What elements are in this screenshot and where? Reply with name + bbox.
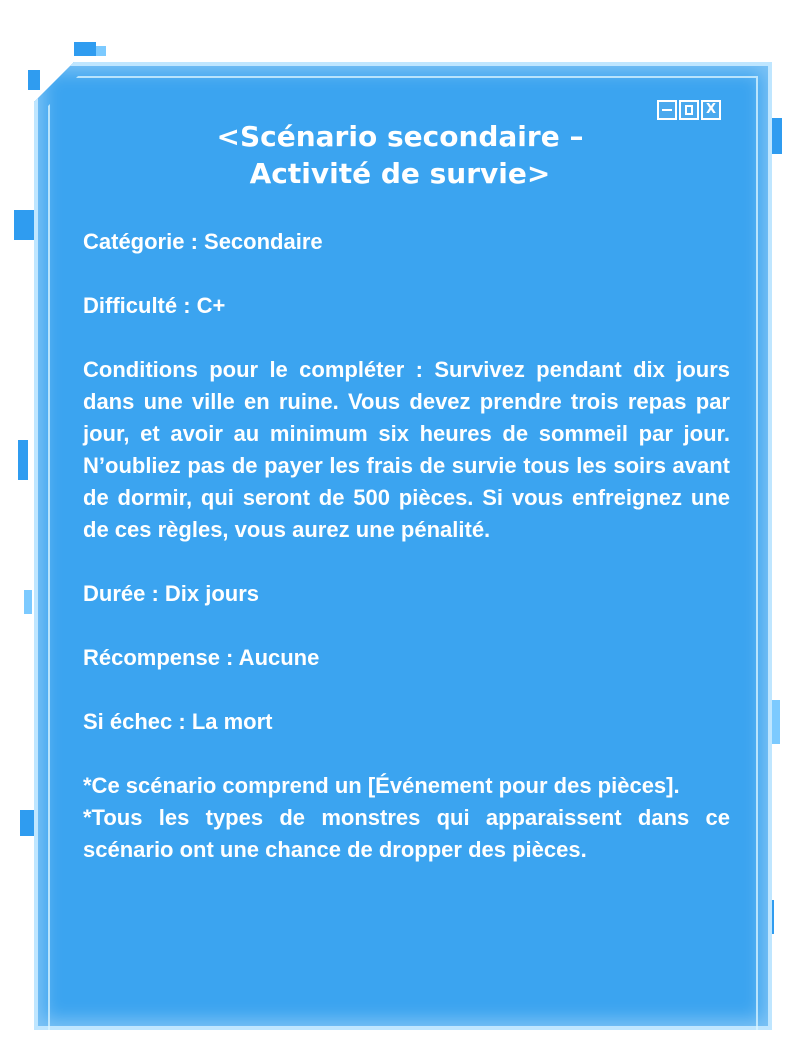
close-icon[interactable]: X xyxy=(701,100,721,120)
duration-text: Durée : Dix jours xyxy=(83,581,260,606)
conditions-text: Conditions pour le compléter : Survivez pendant dix jours dans une ville en ruine. Vous devez prendre trois repas par jour, et avoir au minimum six heures de sommeil par jour. N’oubliez pas de payer les frais de survie tous les soirs avant de dormir, qui seront de 500 pièces. Si vous enfreignez une de ces règles, vous aurez une pénalité. xyxy=(83,357,730,542)
scenario-title xyxy=(120,118,680,192)
minimize-icon[interactable] xyxy=(657,100,677,120)
maximize-icon[interactable] xyxy=(679,100,699,120)
title-line-2: Activité de survie> xyxy=(249,157,551,190)
glitch-block xyxy=(96,46,106,56)
note-monster-drops: *Tous les types de monstres qui apparaissent dans ce scénario ont une chance de dropper des pièces. xyxy=(83,805,730,862)
window-controls xyxy=(657,100,721,120)
note-coin-event: *Ce scénario comprend un [Événement pour des pièces]. xyxy=(83,773,680,798)
glitch-block xyxy=(14,210,34,240)
scenario-details xyxy=(83,226,730,866)
failure-text: Si échec : La mort xyxy=(83,709,273,734)
title-line-1: <Scénario secondaire – xyxy=(216,120,584,153)
glitch-block xyxy=(74,42,96,56)
glitch-block xyxy=(28,70,40,90)
difficulty-text: Difficulté : C+ xyxy=(83,293,226,318)
glitch-block xyxy=(20,810,34,836)
reward-text: Récompense : Aucune xyxy=(83,645,320,670)
category-text: Catégorie : Secondaire xyxy=(83,229,323,254)
glitch-block xyxy=(24,590,32,614)
glitch-block xyxy=(18,440,28,480)
